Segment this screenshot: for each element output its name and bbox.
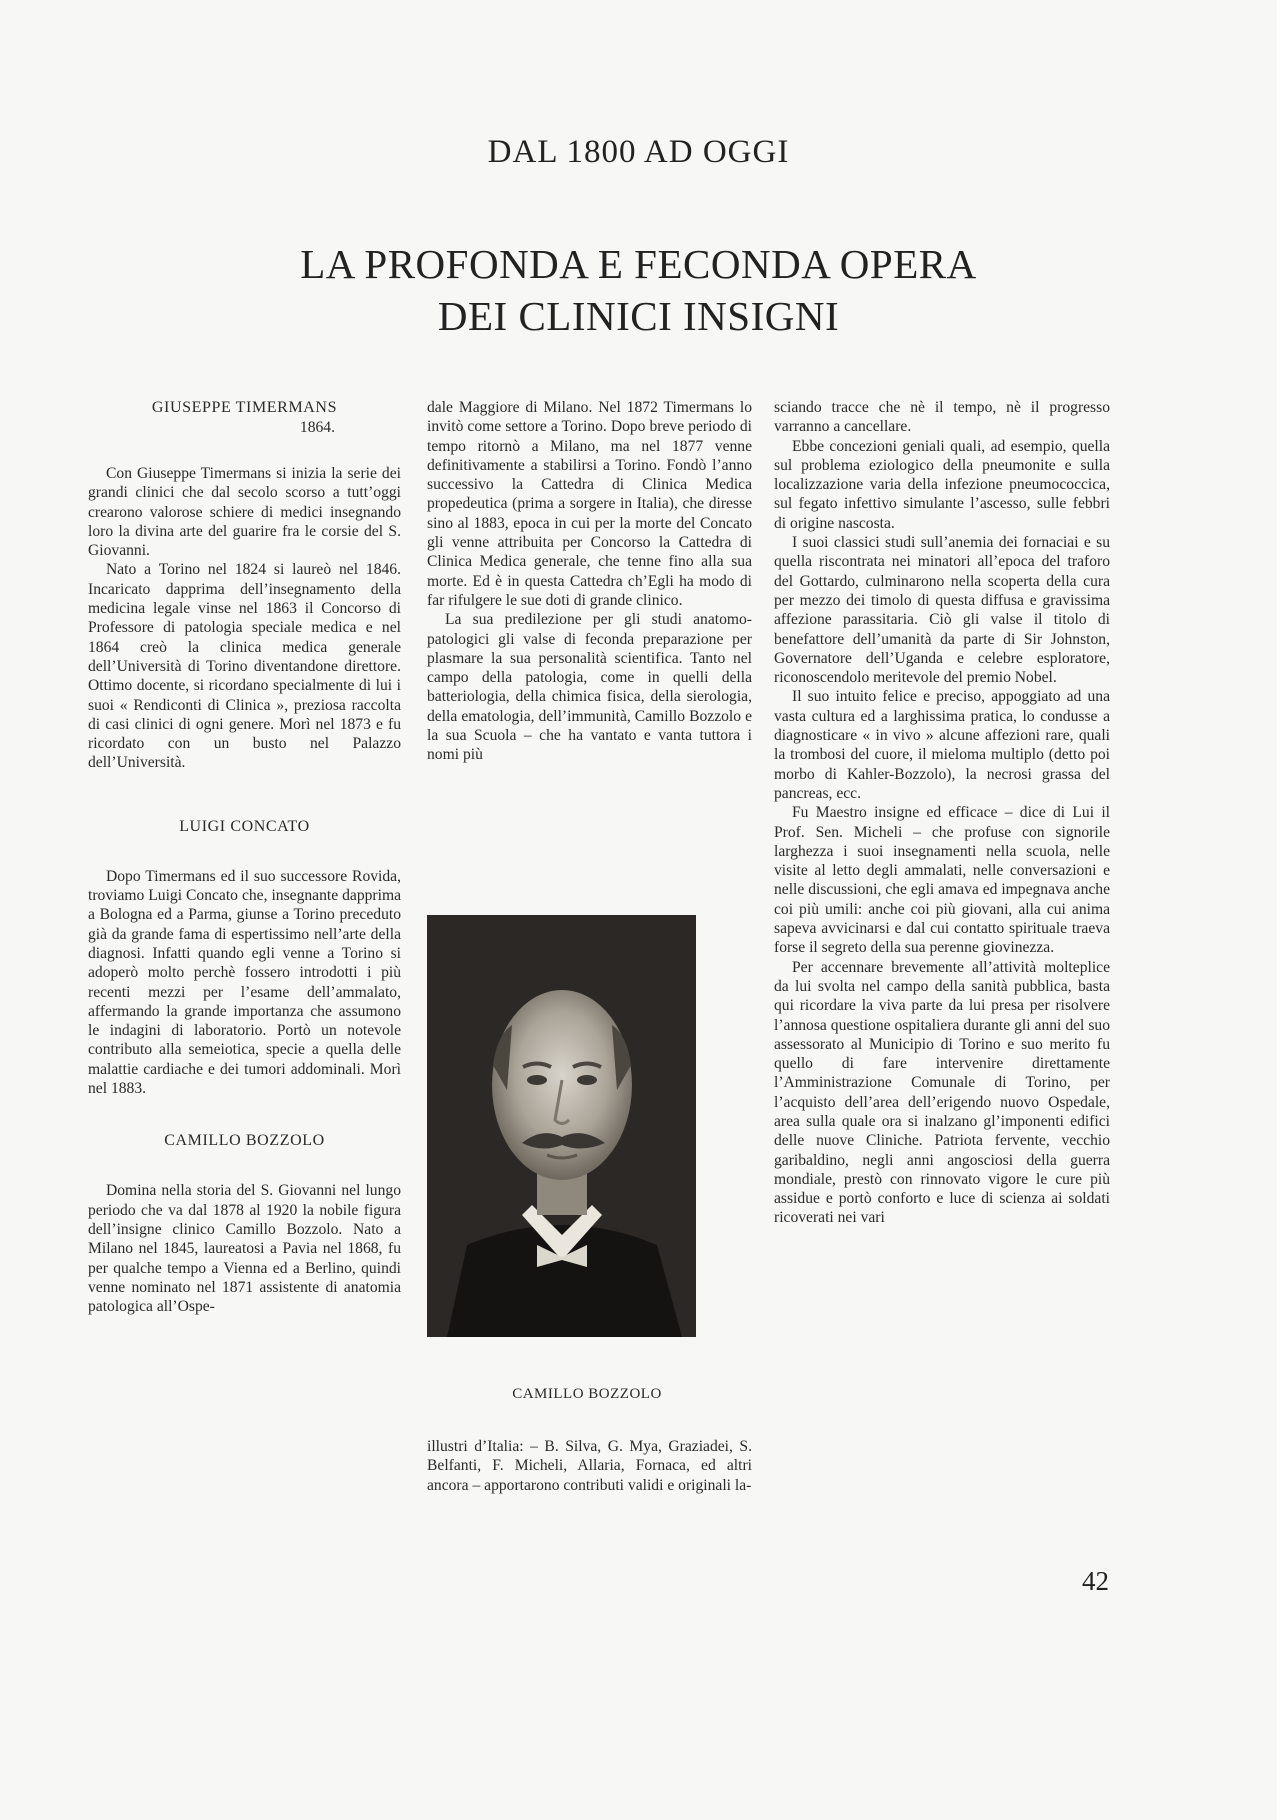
paragraph: Nato a Torino nel 1824 si laureò nel 1846. Incaricato dapprima dell’insegnamento della medicina legale vinse nel 1863 il Concorso di Professore di patologia speciale medica e nel 1864 creò la clinica medica generale dell’Università di Torino diventandone direttore. Ottimo docente, si ricordano specialmente di lui i suoi « Rendiconti di Clinica », preziosa raccolta di casi clinici di ogni genere. Morì nel 1873 e fu ricordato con un busto nel Palazzo dell’Università. — [88, 561, 401, 772]
paragraph: La sua predilezione per gli studi anatomo-patologici gli valse di feconda preparazione per plasmare la sua personalità scientifica. Tanto nel campo della patologia, come in quelli della batteriologia, della chimica fisica, della sierologia, della ematologia, dell’immunità, Camillo Bozzolo e la sua Scuola – che ha vantato e vanta tuttora i nomi più — [427, 611, 752, 764]
page-number: 42 — [1082, 1566, 1109, 1596]
paragraph: I suoi classici studi sull’anemia dei fornaciai e su quella riscontrata nei minatori all’epoca del traforo del Gottardo, culminarono nella scoperta della cura per mezzo dei timolo di questa diffusa e gravissima affezione parassitaria. Ciò gli valse il titolo di benefattore dell’umanità da parte di Sir Johnston, Governatore dell’Uganda e celebre esploratore, riconoscendolo meritevole del premio Nobel. — [774, 534, 1110, 687]
column-2 — [427, 398, 752, 765]
portrait-image — [427, 915, 696, 1337]
article-title — [0, 238, 1277, 342]
column-1 — [88, 398, 401, 1316]
paragraph: dale Maggiore di Milano. Nel 1872 Timermans lo invitò come settore a Torino. Dopo breve periodo di tempo ritornò a Milano, ma nel 1877 venne definitivamente a stabilirsi a Torino. Fondò l’anno successivo la Cattedra di Clinica Medica propedeutica (prima a sorgere in Italia), che diresse sino al 1883, epoca in cui per la morte del Concato gli venne attribuita per Concorso la Cattedra di Clinica Medica generale, che tenne fino alla sua morte. Ed è in questa Cattedra ch’Egli ha modo di far rifulgere le sue doti di grande clinico. — [427, 399, 752, 609]
column-2-bottom — [427, 1437, 752, 1495]
paragraph: Fu Maestro insigne ed efficace – dice di Lui il Prof. Sen. Micheli – che profuse con signorile larghezza i suoi insegnamenti nella scuola, nelle visite al letto degli ammalati, nelle conversazioni e nelle discussioni, che egli amava ed impegnava anche coi più umili: anche coi più giovani, alla cui anima sapeva avvicinarsi e dal cui contatto spirituale traeva forse il segreto della sua perenne giovinezza. — [774, 804, 1111, 957]
title-line-1: LA PROFONDA E FECONDA OPERA — [300, 241, 977, 287]
photo-caption: CAMILLO BOZZOLO — [512, 1386, 662, 1402]
title-line-2: DEI CLINICI INSIGNI — [437, 293, 840, 339]
paragraph: Per accennare brevemente all’attività molteplice da lui svolta nel campo della sanità pubblica, basta qui ricordare la viva parte da lui presa per risolvere l’annosa questione ospitaliera durante gli anni del suo assessorato al Municipio di Torino e suo merito fu quello di fare intervenire direttamente l’Amministrazione Comunale di Torino, per l’acquisto dell’area dell’erigendo nuovo Ospedale, area sulla quale ora si inalzano gl’imponenti edifici delle nuove Cliniche. Patriota fervente, vecchio garibaldino, negli anni angosciosi della guerra mondiale, prestò con rinnovato vigore le cure più assidue e portò conforto e luce di scienza ai soldati ricoverati nei vari — [774, 958, 1110, 1227]
paragraph: sciando tracce che nè il tempo, nè il progresso varranno a cancellare. — [774, 399, 1110, 436]
year-timermans: 1864. — [299, 419, 335, 436]
paragraph: Il suo intuito felice e preciso, appoggiato ad una vasta cultura ed a larghissima pratica, lo condusse a diagnosticare « in vivo » alcune affezioni rare, quali la trombosi del cuore, il mieloma multiplo (detto poi morbo di Kahler-Bozzolo), la necrosi grassa del pancreas, ecc. — [774, 688, 1110, 802]
portrait-photo — [427, 915, 696, 1337]
column-3 — [774, 398, 1110, 1228]
paragraph: Con Giuseppe Timermans si inizia la serie dei grandi clinici che dal secolo scorso a tutt’oggi crearono valorose schiere di medici insegnando loro la divina arte del guarire fra le corsie del S. Giovanni. — [88, 465, 401, 560]
paragraph: Ebbe concezioni geniali quali, ad esempio, quella sul problema eziologico della pneumonite e sulla localizzazione varia della infezione pneumococcica, sul fegato infettivo simulante l’ascesso, sulle febbri di origine nascosta. — [774, 437, 1110, 532]
section-kicker: DAL 1800 AD OGGI — [487, 134, 790, 170]
heading-concato: LUIGI CONCATO — [179, 817, 310, 835]
paragraph: illustri d’Italia: – B. Silva, G. Mya, Graziadei, S. Belfanti, F. Micheli, Allaria, Fornaca, ed altri ancora – apportarono contributi validi e originali la- — [427, 1438, 752, 1494]
portrait-icon — [427, 915, 696, 1337]
paragraph: Dopo Timermans ed il suo successore Rovida, troviamo Luigi Concato che, insegnante dapprima a Bologna ed a Parma, giunse a Torino preceduto già da grande fama di espertissimo nell’arte della diagnosi. Infatti quando egli venne a Torino si adoperò molto perchè fossero introdotti i più recenti mezzi per l’esame dell’ammalato, affermando la grande importanza che assumono le indagini di laboratorio. Portò un notevole contributo alla semeiotica, specie a quella delle malattie cardiache e dei tumori addominali. Morì nel 1883. — [88, 867, 401, 1098]
heading-bozzolo: CAMILLO BOZZOLO — [164, 1132, 325, 1150]
paragraph: Domina nella storia del S. Giovanni nel lungo periodo che va dal 1878 al 1920 la nobile figura dell’insigne clinico Camillo Bozzolo. Nato a Milano nel 1845, laureatosi a Pavia nel 1868, fu per qualche tempo a Vienna ed a Berlino, quindi venne nominato nel 1871 assistente di anatomia patologica all’Ospe- — [88, 1182, 401, 1316]
heading-timermans: GIUSEPPE TIMERMANS — [151, 399, 338, 416]
